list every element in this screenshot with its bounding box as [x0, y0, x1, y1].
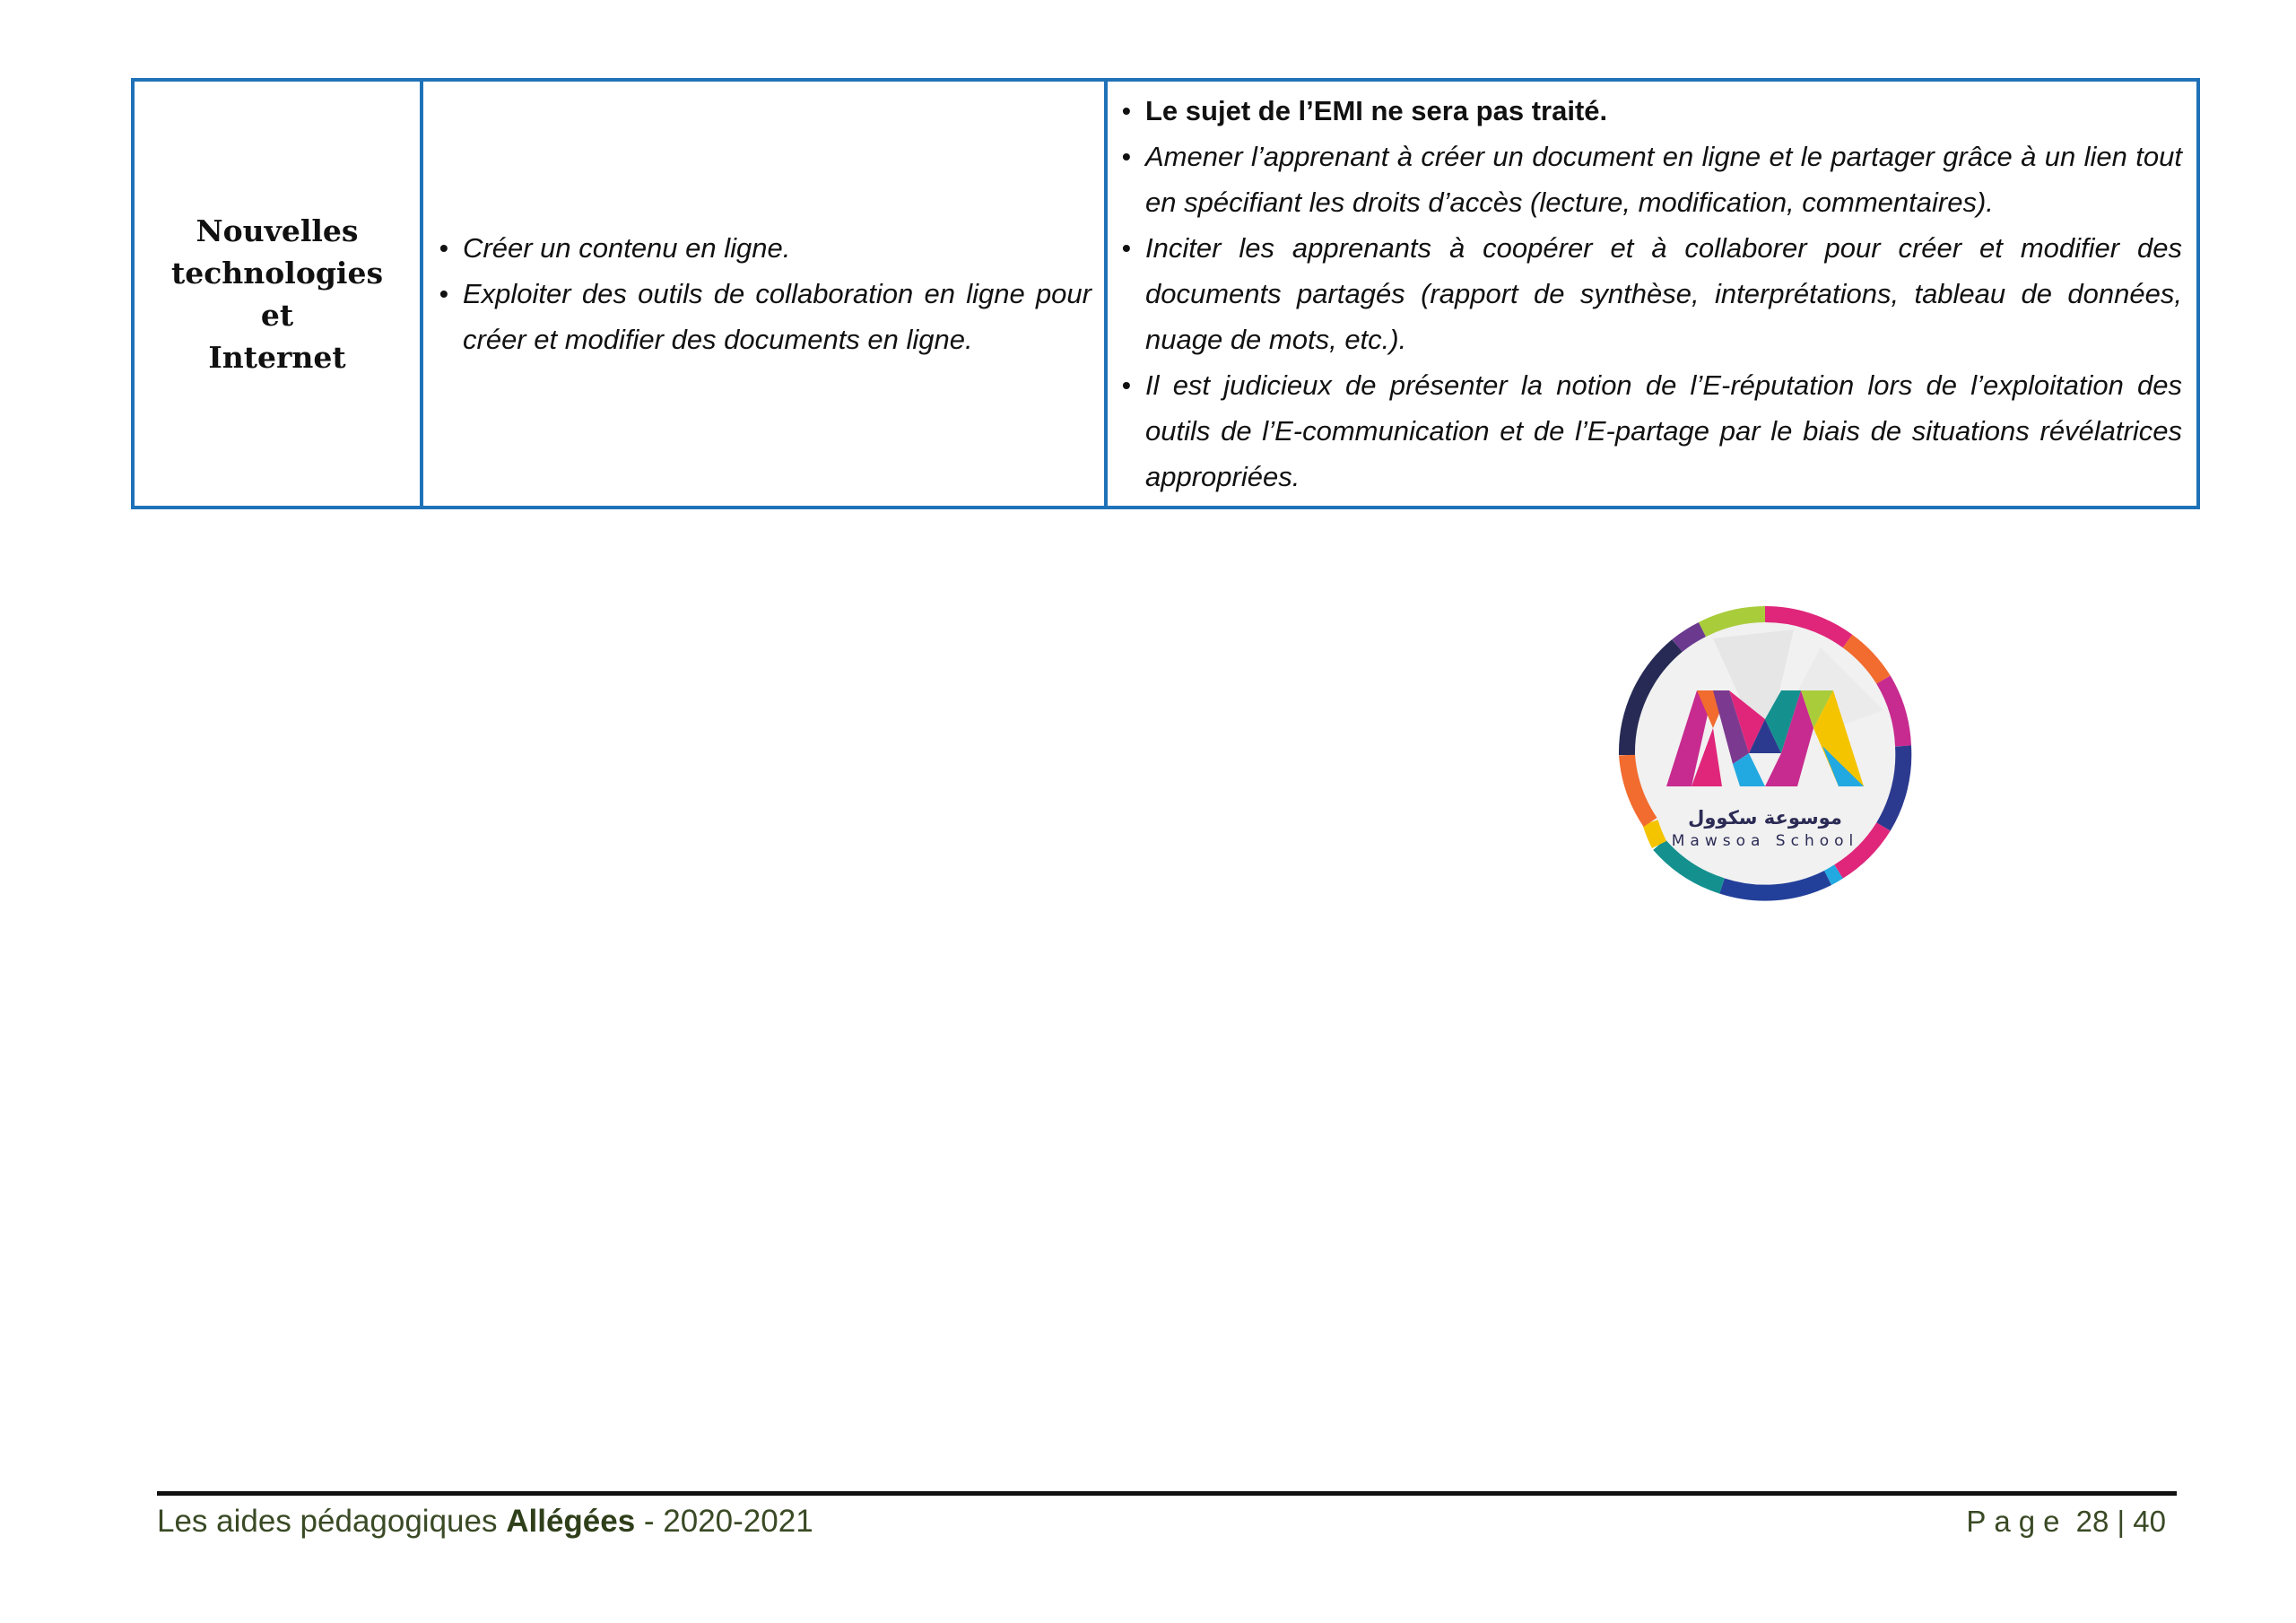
objective-text: Exploiter des outils de collaboration en ligne pour créer et modifier des documents en ligne. — [463, 278, 1091, 355]
footer-title-prefix: Les aides pédagogiques — [157, 1504, 507, 1539]
footer-document-title — [157, 1502, 813, 1541]
theme-heading-line: Internet — [208, 339, 346, 375]
logo-arabic-text: موسوعة سكوول — [1688, 807, 1842, 829]
footer-current-page: 28 — [2075, 1505, 2109, 1538]
theme-heading-line: technologies et — [170, 255, 384, 333]
recommendations-cell — [1108, 82, 2196, 506]
recommendation-item — [1122, 362, 2182, 499]
footer-separator: | — [2109, 1505, 2134, 1538]
objective-item — [439, 271, 1091, 362]
bullet-icon: • — [439, 234, 448, 262]
bullet-icon: • — [1122, 143, 1131, 170]
recommendation-text: Le sujet de l’EMI ne sera pas traité. — [1145, 95, 1608, 126]
objectives-cell — [423, 82, 1108, 506]
recommendation-text: Amener l’apprenant à créer un document en ligne et le partager grâce à un lien tout en spécifiant les droits d’accès (lecture, modification, commentaires). — [1145, 141, 2182, 218]
logo-graphic — [1614, 603, 1916, 904]
footer-title-suffix: - 2020-2021 — [635, 1504, 813, 1539]
footer-title-bold: Allégées — [506, 1504, 636, 1539]
recommendation-item — [1122, 225, 2182, 362]
recommendation-text: Inciter les apprenants à coopérer et à collaborer pour créer et modifier des documents partagés (rapport de synthèse, interprétations, tableau de données, nuage de mots, etc.). — [1145, 232, 2182, 355]
footer-page-word: Page — [1966, 1505, 2068, 1538]
bullet-icon: • — [1122, 97, 1131, 125]
bullet-icon: • — [1122, 234, 1131, 262]
footer-divider — [157, 1491, 2177, 1496]
bullet-icon: • — [1122, 371, 1131, 399]
bullet-icon: • — [439, 280, 448, 308]
mawsoa-school-logo — [1614, 603, 1916, 904]
recommendation-item — [1122, 88, 2182, 134]
theme-heading-line: Nouvelles — [196, 213, 359, 248]
recommendation-item — [1122, 134, 2182, 225]
footer-total-pages: 40 — [2133, 1505, 2166, 1538]
recommendation-text: Il est judicieux de présenter la notion de l’E-réputation lors de l’exploitation des outils de l’E-communication et de l’E-partage par le biais de situations révélatrices appropriées. — [1145, 369, 2182, 492]
theme-cell — [135, 82, 423, 506]
objectives-list — [439, 225, 1091, 362]
content-table — [131, 78, 2200, 509]
footer-page-number — [1966, 1502, 2166, 1541]
logo-latin-text: Mawsoa School — [1671, 832, 1859, 850]
objective-text: Créer un contenu en ligne. — [463, 232, 791, 264]
theme-heading — [152, 210, 403, 378]
objective-item — [439, 225, 1091, 271]
recommendations-list — [1122, 88, 2182, 499]
